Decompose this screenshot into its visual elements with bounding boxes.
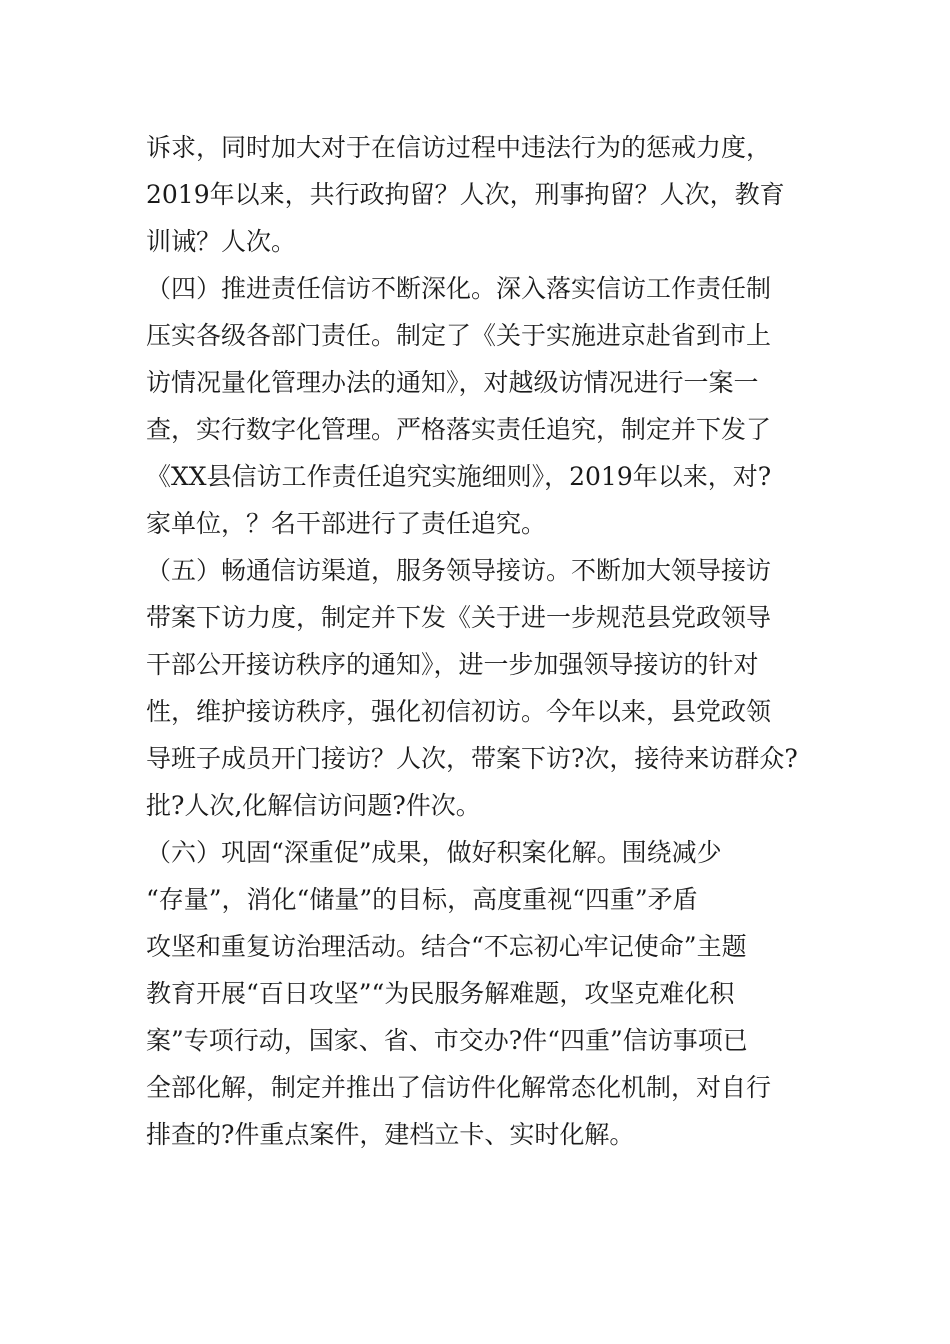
text-line-8: 《XX县信访工作责任追究实施细则》，2019年以来，对? — [146, 462, 772, 491]
text-line-1: 诉求，同时加大对于在信访过程中违法行为的惩戒力度， — [146, 133, 772, 162]
text-line-6: 访情况量化管理办法的通知》，对越级访情况进行一案一 — [146, 368, 759, 397]
text-line-9: 家单位，？名干部进行了责任追究。 — [146, 509, 547, 538]
text-line-5: 压实各级各部门责任。制定了《关于实施进京赴省到市上 — [146, 321, 772, 350]
text-line-18: 攻坚和重复访治理活动。结合“不忘初心牢记使命”主题 — [146, 932, 747, 961]
text-line-14: 导班子成员开门接访？人次，带案下访?次，接待来访群众? — [146, 744, 798, 773]
text-line-13: 性，维护接访秩序，强化初信初访。今年以来，县党政领 — [146, 697, 772, 726]
section-6-heading-line: （六）巩固“深重促”成果，做好积案化解。围绕减少 — [146, 838, 722, 867]
text-line-2: 2019年以来，共行政拘留？人次，刑事拘留？人次，教育 — [146, 180, 785, 209]
text-line-15: 批?人次,化解信访问题?件次。 — [146, 791, 481, 820]
text-line-17: “存量”，消化“储量”的目标，高度重视“四重”矛盾 — [146, 885, 698, 914]
text-line-20: 案”专项行动，国家、省、市交办?件“四重”信访事项已 — [146, 1026, 748, 1055]
text-line-12: 干部公开接访秩序的通知》，进一步加强领导接访的针对 — [146, 650, 759, 679]
text-line-3: 训诫？人次。 — [146, 227, 297, 256]
text-line-21: 全部化解，制定并推出了信访件化解常态化机制，对自行 — [146, 1073, 772, 1102]
section-4-heading-line: （四）推进责任信访不断深化。深入落实信访工作责任制 — [146, 274, 772, 303]
text-line-11: 带案下访力度，制定并下发《关于进一步规范县党政领导 — [146, 603, 772, 632]
document-body — [146, 124, 836, 1158]
section-5-heading-line: （五）畅通信访渠道，服务领导接访。不断加大领导接访 — [146, 556, 772, 585]
text-line-22: 排查的?件重点案件，建档立卡、实时化解。 — [146, 1120, 635, 1149]
text-line-19: 教育开展“百日攻坚”“为民服务解难题，攻坚克难化积 — [146, 979, 735, 1008]
text-line-7: 查，实行数字化管理。严格落实责任追究，制定并下发了 — [146, 415, 772, 444]
